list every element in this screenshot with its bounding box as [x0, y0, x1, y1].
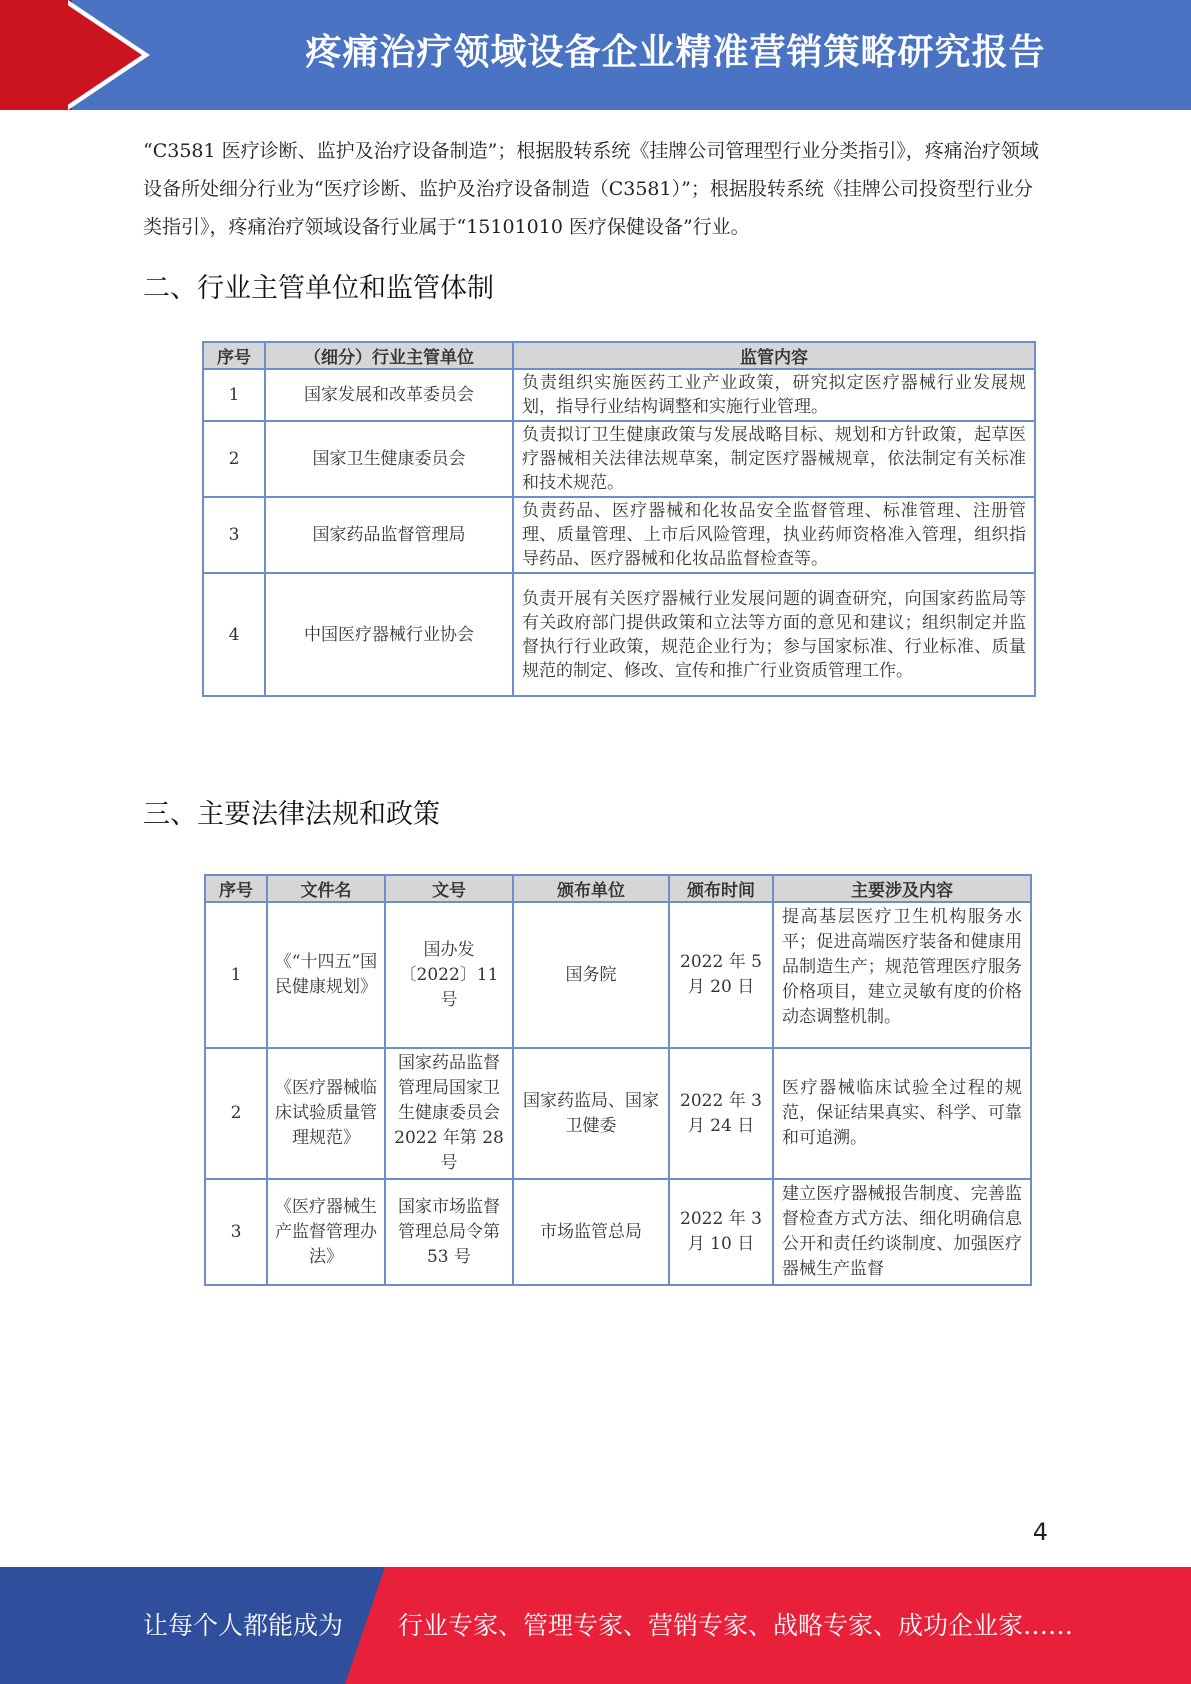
table-row: [203, 369, 1035, 421]
issuing-unit: 市场监管总局: [513, 1179, 669, 1285]
issue-date: 2022 年 3 月 10 日: [669, 1179, 773, 1285]
table-row: [203, 573, 1035, 696]
row-number: 4: [203, 573, 265, 696]
regulation-content: 负责组织实施医药工业产业政策，研究拟定医疗器械行业发展规划，指导行业结构调整和实施行业管理。: [513, 369, 1035, 421]
table-row: [203, 497, 1035, 573]
row-number: 3: [203, 497, 265, 573]
table-row: [205, 1048, 1031, 1179]
row-number: 2: [203, 421, 265, 497]
column-header: 主要涉及内容: [773, 875, 1031, 902]
document-number: 国家市场监督管理总局令第 53 号: [385, 1179, 513, 1285]
main-content: 建立医疗器械报告制度、完善监督检查方式方法、细化明确信息公开和责任约谈制度、加强医疗器械生产监督: [773, 1179, 1031, 1285]
regulator-unit: 国家卫生健康委员会: [265, 421, 513, 497]
report-title: 疼痛治疗领域设备企业精准营销策略研究报告: [305, 32, 1046, 73]
document-name: 《医疗器械临床试验质量管理规范》: [267, 1048, 385, 1179]
footer-slogan-right: 行业专家、管理专家、营销专家、战略专家、成功企业家……: [398, 1611, 1074, 1640]
document-name: 《“十四五”国民健康规划》: [267, 902, 385, 1048]
footer-slogan-left: 让每个人都能成为: [143, 1611, 344, 1640]
page-number: 4: [1032, 1518, 1048, 1546]
issue-date: 2022 年 5 月 20 日: [669, 902, 773, 1048]
regulation-content: 负责药品、医疗器械和化妆品安全监督管理、标准管理、注册管理、质量管理、上市后风险管理，执业药师资格准入管理，组织指导药品、医疗器械和化妆品监督检查等。: [513, 497, 1035, 573]
row-number: 2: [205, 1048, 267, 1179]
row-number: 1: [205, 902, 267, 1048]
regulation-content: 负责拟订卫生健康政策与发展战略目标、规划和方针政策，起草医疗器械相关法律法规草案，制定医疗器械规章，依法制定有关标准和技术规范。: [513, 421, 1035, 497]
table-header-row: [205, 875, 1031, 902]
column-header: 序号: [205, 875, 267, 902]
column-header: 文号: [385, 875, 513, 902]
row-number: 3: [205, 1179, 267, 1285]
regulator-unit: 国家药品监督管理局: [265, 497, 513, 573]
table-header-row: [203, 342, 1035, 369]
laws-table: [204, 874, 1032, 1286]
table-row: [205, 1179, 1031, 1285]
issuing-unit: 国家药监局、国家卫健委: [513, 1048, 669, 1179]
regulation-content: 负责开展有关医疗器械行业发展问题的调查研究，向国家药监局等有关政府部门提供政策和立法等方面的意见和建议；组织制定并监督执行行业政策，规范企业行为；参与国家标准、行业标准、质量规范的制定、修改、宣传和推广行业资质管理工作。: [513, 573, 1035, 696]
document-name: 《医疗器械生产监督管理办法》: [267, 1179, 385, 1285]
regulators-table: [202, 341, 1036, 697]
column-header: 颁布单位: [513, 875, 669, 902]
section-heading-regulators: 二、行业主管单位和监管体制: [143, 273, 494, 304]
main-content: 提高基层医疗卫生机构服务水平；促进高端医疗装备和健康用品制造生产；规范管理医疗服务价格项目，建立灵敏有度的价格动态调整机制。: [773, 902, 1031, 1048]
footer-blue-slant: [345, 1567, 385, 1684]
column-header: 序号: [203, 342, 265, 369]
section-heading-laws: 三、主要法律法规和政策: [143, 799, 440, 830]
table-row: [205, 902, 1031, 1048]
intro-paragraph: “C3581 医疗诊断、监护及治疗设备制造”；根据股转系统《挂牌公司管理型行业分类指引》，疼痛治疗领域设备所处细分行业为“医疗诊断、监护及治疗设备制造（C3581）”；根据股转系统《挂牌公司投资型行业分类指引》，疼痛治疗领域设备行业属于“15101010 医疗保健设备”行业。: [143, 140, 1039, 238]
header-banner: [0, 0, 1191, 110]
issuing-unit: 国务院: [513, 902, 669, 1048]
table-row: [203, 421, 1035, 497]
regulator-unit: 国家发展和改革委员会: [265, 369, 513, 421]
column-header: 监管内容: [513, 342, 1035, 369]
column-header: （细分）行业主管单位: [265, 342, 513, 369]
issue-date: 2022 年 3 月 24 日: [669, 1048, 773, 1179]
column-header: 颁布时间: [669, 875, 773, 902]
document-number: 国家药品监督管理局国家卫生健康委员会 2022 年第 28 号: [385, 1048, 513, 1179]
column-header: 文件名: [267, 875, 385, 902]
main-content: 医疗器械临床试验全过程的规范，保证结果真实、科学、可靠和可追溯。: [773, 1048, 1031, 1179]
footer-banner: [0, 1567, 1191, 1684]
document-number: 国办发〔2022〕11号: [385, 902, 513, 1048]
row-number: 1: [203, 369, 265, 421]
header-chevron-inner: [60, 0, 142, 110]
regulator-unit: 中国医疗器械行业协会: [265, 573, 513, 696]
